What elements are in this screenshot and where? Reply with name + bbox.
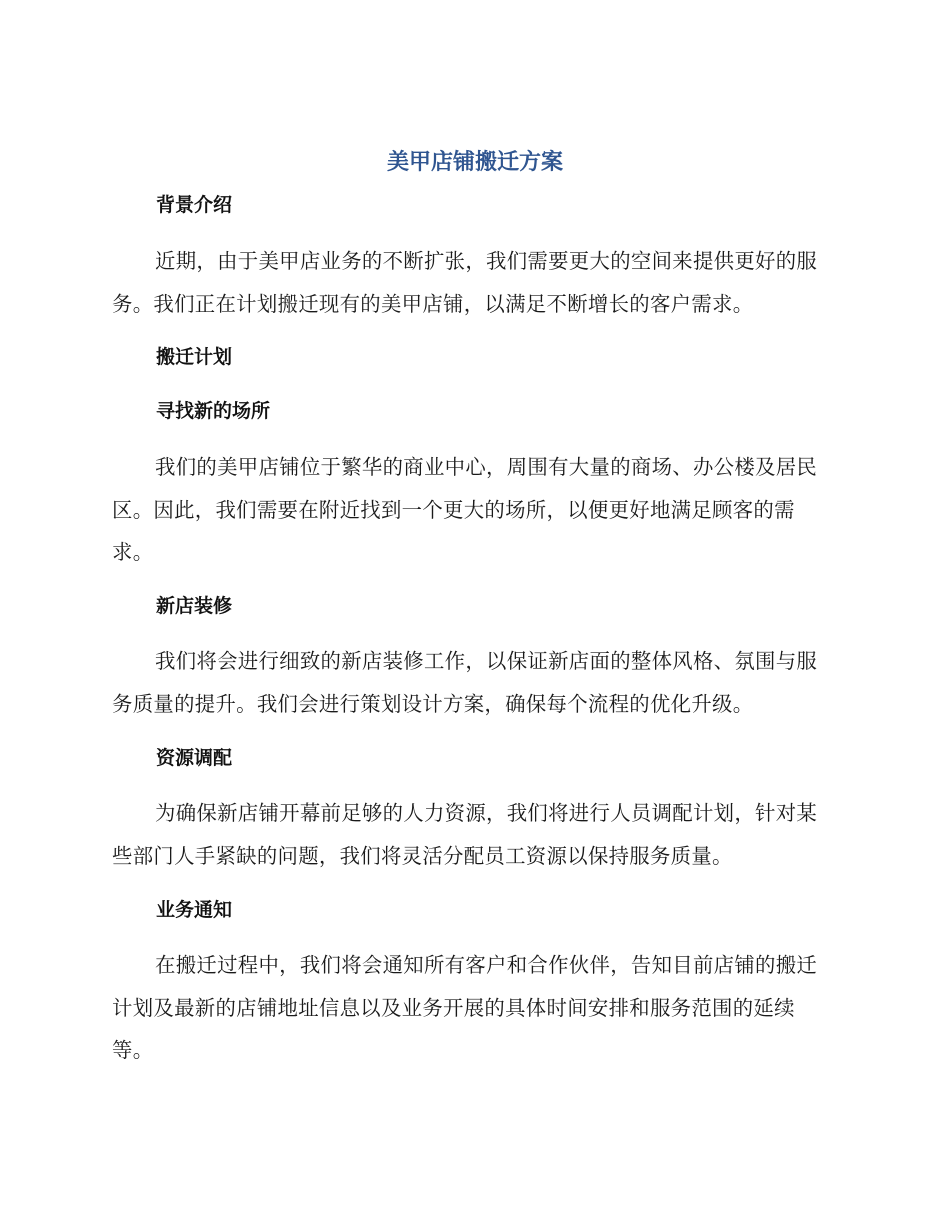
section-heading-renovation: 新店装修 bbox=[156, 595, 233, 617]
section-heading-relocation-plan: 搬迁计划 bbox=[156, 346, 233, 368]
paragraph-business-notice: 在搬迁过程中，我们将会通知所有客户和合作伙伴，告知目前店铺的搬迁计划及最新的店铺地址信息以及业务开展的具体时间安排和服务范围的延续等。 bbox=[112, 953, 818, 1062]
paragraph-renovation: 我们将会进行细致的新店装修工作，以保证新店面的整体风格、氛围与服务质量的提升。我们会进行策划设计方案，确保每个流程的优化升级。 bbox=[112, 649, 818, 716]
section-heading-background: 背景介绍 bbox=[156, 194, 233, 216]
section-heading-business-notice: 业务通知 bbox=[156, 899, 233, 921]
paragraph-resource-allocation: 为确保新店铺开幕前足够的人力资源，我们将进行人员调配计划，针对某些部门人手紧缺的问题，我们将灵活分配员工资源以保持服务质量。 bbox=[112, 801, 818, 868]
paragraph-background: 近期，由于美甲店业务的不断扩张，我们需要更大的空间来提供更好的服务。我们正在计划搬迁现有的美甲店铺，以满足不断增长的客户需求。 bbox=[112, 249, 818, 316]
section-heading-resource-allocation: 资源调配 bbox=[156, 747, 233, 769]
paragraph-find-new-location: 我们的美甲店铺位于繁华的商业中心，周围有大量的商场、办公楼及居民区。因此，我们需要在附近找到一个更大的场所，以便更好地满足顾客的需求。 bbox=[112, 455, 818, 564]
section-heading-find-new-location: 寻找新的场所 bbox=[156, 400, 271, 422]
document-title: 美甲店铺搬迁方案 bbox=[386, 150, 563, 175]
